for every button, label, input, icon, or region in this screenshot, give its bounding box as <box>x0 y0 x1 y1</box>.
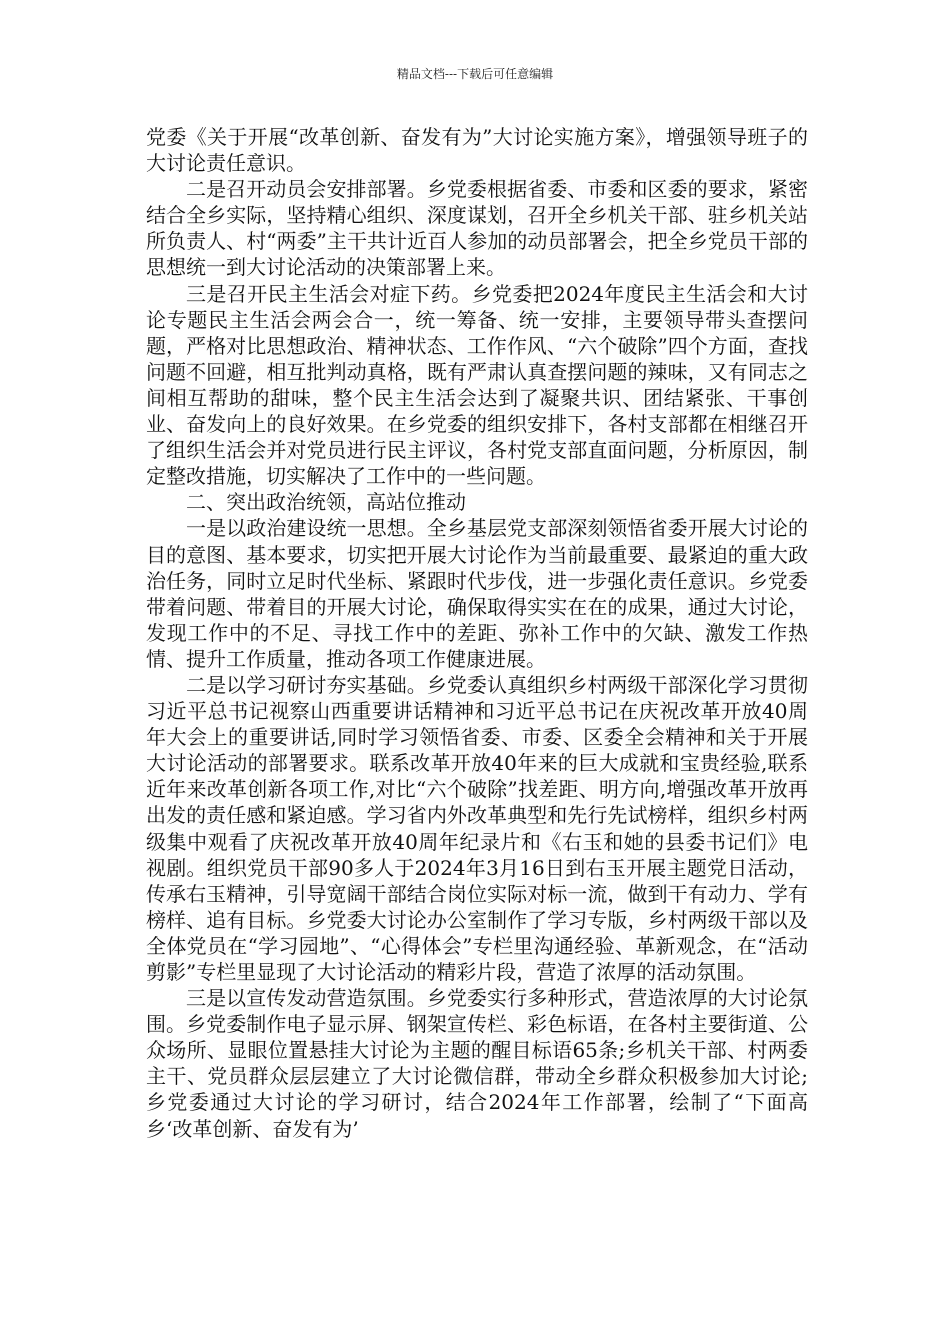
paragraph-study-research: 二是以学习研讨夯实基础。乡党委认真组织乡村两级干部深化学习贯彻习近平总书记视察山西重要讲话精神和习近平总书记在庆祝改革开放40周年大会上的重要讲话,同时学习领悟省委、市委、区委全会精神和关于开展大讨论活动的部署要求。联系改革开放40年来的巨大成就和宝贵经验,联系近年来改革创新各项工作,对比“六个破除”找差距、明方向,增强改革开放再出发的责任感和紧迫感。学习省内外改革典型和先行先试榜样，组织乡村两级集中观看了庆祝改革开放40周年纪录片和《右玉和她的县委书记们》电视剧。组织党员干部90多人于2024年3月16日到右玉开展主题党日活动，传承右玉精神，引导宽阔干部结合岗位实际对标一流，做到干有动力、学有榜样、追有目标。乡党委大讨论办公室制作了学习专版，乡村两级干部以及全体党员在“学习园地”、“心得体会”专栏里沟通经验、革新观念，在“活动剪影”专栏里显现了大讨论活动的精彩片段，营造了浓厚的活动氛围。 <box>146 672 808 984</box>
paragraph-continuation: 党委《关于开展“改革创新、奋发有为”大讨论实施方案》，增强领导班子的大讨论责任意识。 <box>146 125 808 176</box>
paragraph-political-construction: 一是以政治建设统一思想。全乡基层党支部深刻领悟省委开展大讨论的目的意图、基本要求，切实把开展大讨论作为当前最重要、最紧迫的重大政治任务，同时立足时代坐标、紧跟时代步伐，进一步强化责任意识。乡党委带着问题、带着目的开展大讨论，确保取得实实在在的成果，通过大讨论，发现工作中的不足、寻找工作中的差距、弥补工作中的欠缺、激发工作热情、提升工作质量，推动各项工作健康进展。 <box>146 516 808 671</box>
paragraph-democratic-life-meeting: 三是召开民主生活会对症下药。乡党委把2024年度民主生活会和大讨论专题民主生活会两会合一，统一筹备、统一安排，主要领导带头查摆问题，严格对比思想政治、精神状态、工作作风、“六个破除”四个方面，查找问题不回避，相互批判动真格，既有严肃认真查摆问题的辣味，又有同志之间相互帮助的甜味，整个民主生活会达到了凝聚共识、团结紧张、干事创业、奋发向上的良好效果。在乡党委的组织安排下，各村支部都在相继召开了组织生活会并对党员进行民主评议，各村党支部直面问题，分析原因，制定整改措施，切实解决了工作中的一些问题。 <box>146 281 808 489</box>
document-body <box>146 124 808 1142</box>
page-header: 精品文档---下载后可任意编辑 <box>396 67 554 81</box>
paragraph-mobilization-meeting: 二是召开动员会安排部署。乡党委根据省委、市委和区委的要求，紧密结合全乡实际，坚持精心组织、深度谋划，召开全乡机关干部、驻乡机关站所负责人、村“两委”主干共计近百人参加的动员部署会，把全乡党员干部的思想统一到大讨论活动的决策部署上来。 <box>146 177 808 280</box>
section-heading-political-leadership: 二、突出政治统领，高站位推动 <box>186 490 466 515</box>
paragraph-publicity: 三是以宣传发动营造氛围。乡党委实行多种形式，营造浓厚的大讨论氛围。乡党委制作电子显示屏、钢架宣传栏、彩色标语，在各村主要街道、公众场所、显眼位置悬挂大讨论为主题的醒目标语65条;乡机关干部、村两委主干、党员群众层层建立了大讨论微信群，带动全乡群众积极参加大讨论;乡党委通过大讨论的学习研讨，结合2024年工作部署，绘制了“下面高乡‘改革创新、奋发有为’ <box>146 986 808 1141</box>
